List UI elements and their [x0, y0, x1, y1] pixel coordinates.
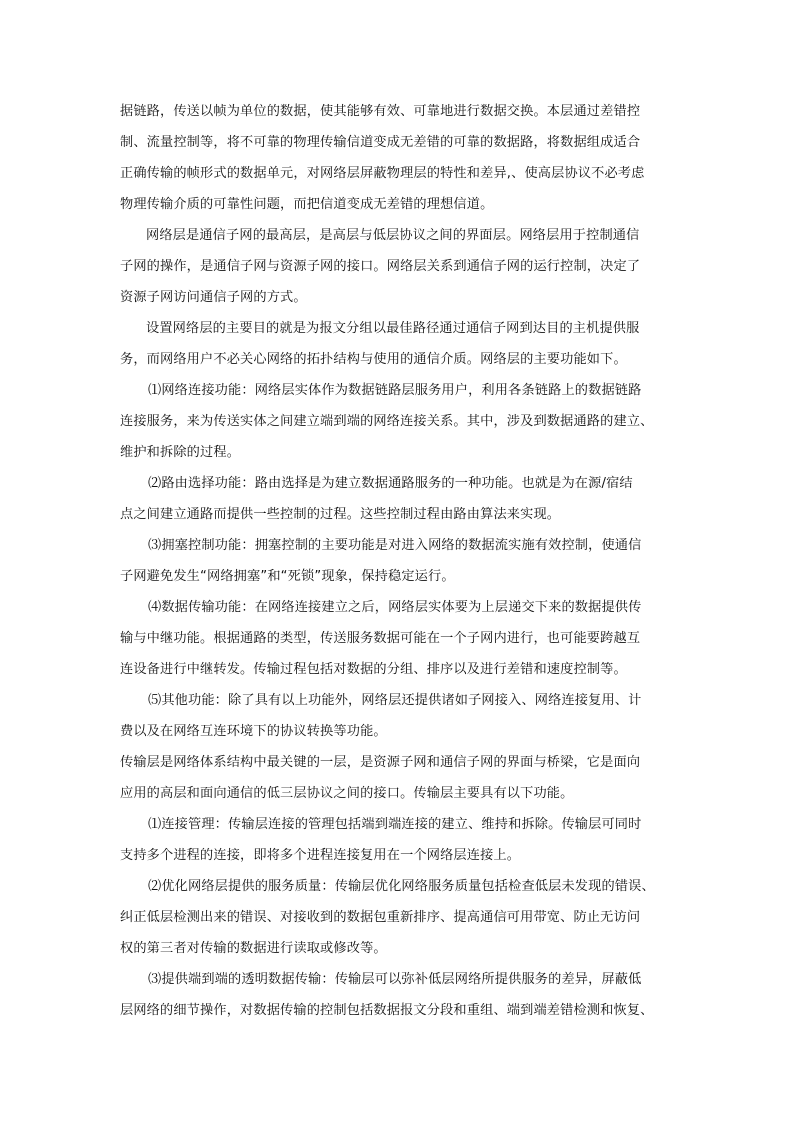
- text-line: 层网络的细节操作，对数据传输的控制包括数据报文分段和重组、端到端差错检测和恢复、: [120, 1003, 654, 1018]
- text-line: 资源子网访问通信子网的方式。: [120, 290, 307, 305]
- list-item-start: ⑶拥塞控制功能：拥塞控制的主要功能是对进入网络的数据流实施有效控制，使通信: [148, 538, 642, 553]
- paragraph-start: 设置网络层的主要目的就是为报文分组以最佳路径通过通信子网到达目的主机提供服: [146, 321, 640, 336]
- paragraph-start: 传输层是网络体系结构中最关键的一层，是资源子网和通信子网的界面与桥梁，它是面向: [120, 755, 641, 770]
- list-item-start: ⑷数据传输功能：在网络连接建立之后，网络层实体要为上层递交下来的数据提供传: [148, 600, 642, 615]
- text-line: 子网的操作，是通信子网与资源子网的接口。网络层关系到通信子网的运行控制，决定了: [120, 259, 641, 274]
- list-item-start: ⑸其他功能：除了具有以上功能外，网络层还提供诸如子网接入、网络连接复用、计: [148, 693, 642, 708]
- text-line: 制、流量控制等，将不可靠的物理传输信道变成无差错的可靠的数据路，将数据组成适合: [120, 135, 641, 150]
- list-item-start: ⑴网络连接功能：网络层实体作为数据链路层服务用户，利用各条链路上的数据链路: [148, 383, 642, 398]
- text-line: 支持多个进程的连接，即将多个进程连接复用在一个网络层连接上。: [120, 848, 521, 863]
- text-line: 正确传输的帧形式的数据单元，对网络层屏蔽物理层的特性和差异,、使高层协议不必考虑: [120, 166, 645, 181]
- list-item-start: ⑵优化网络层提供的服务质量：传输层优化网络服务质量包括检查低层未发现的错误、: [148, 879, 655, 894]
- text-line: 连设备进行中继转发。传输过程包括对数据的分组、排序以及进行差错和速度控制等。: [120, 662, 627, 677]
- text-line: 纠正低层检测出来的错误、对接收到的数据包重新排序、提高通信可用带宽、防止无访问: [120, 910, 641, 925]
- text-line: 物理传输介质的可靠性问题，而把信道变成无差错的理想信道。: [120, 197, 494, 212]
- text-line: 子网避免发生“网络拥塞”和“死锁”现象，保持稳定运行。: [120, 569, 455, 584]
- text-line: 务，而网络用户不必关心网络的拓扑结构与使用的通信介质。网络层的主要功能如下。: [120, 352, 627, 367]
- text-line: 输与中继功能。根据通路的类型，传送服务数据可能在一个子网内进行，也可能要跨越互: [120, 631, 641, 646]
- text-line: 费以及在网络互连环境下的协议转换等功能。: [120, 724, 387, 739]
- text-line: 据链路，传送以帧为单位的数据，使其能够有效、可靠地进行数据交换。本层通过差错控: [120, 104, 641, 119]
- list-item-start: ⑶提供端到端的透明数据传输：传输层可以弥补低层网络所提供服务的差异，屏蔽低: [148, 972, 642, 987]
- text-line: 权的第三者对传输的数据进行读取或修改等。: [120, 941, 387, 956]
- paragraph-start: 网络层是通信子网的最高层，是高层与低层协议之间的界面层。网络层用于控制通信: [146, 228, 640, 243]
- text-line: 点之间建立通路而提供一些控制的过程。这些控制过程由路由算法来实现。: [120, 507, 561, 522]
- list-item-start: ⑴连接管理：传输层连接的管理包括端到端连接的建立、维持和拆除。传输层可同时: [148, 817, 642, 832]
- document-body: [120, 96, 680, 1026]
- text-line: 维护和拆除的过程。: [120, 445, 241, 460]
- text-line: 应用的高层和面向通信的低三层协议之间的接口。传输层主要具有以下功能。: [120, 786, 574, 801]
- list-item-start: ⑵路由选择功能：路由选择是为建立数据通路服务的一种功能。也就是为在源/宿结: [148, 476, 633, 491]
- text-line: 连接服务，来为传送实体之间建立端到端的网络连接关系。其中，涉及到数据通路的建立、: [120, 414, 654, 429]
